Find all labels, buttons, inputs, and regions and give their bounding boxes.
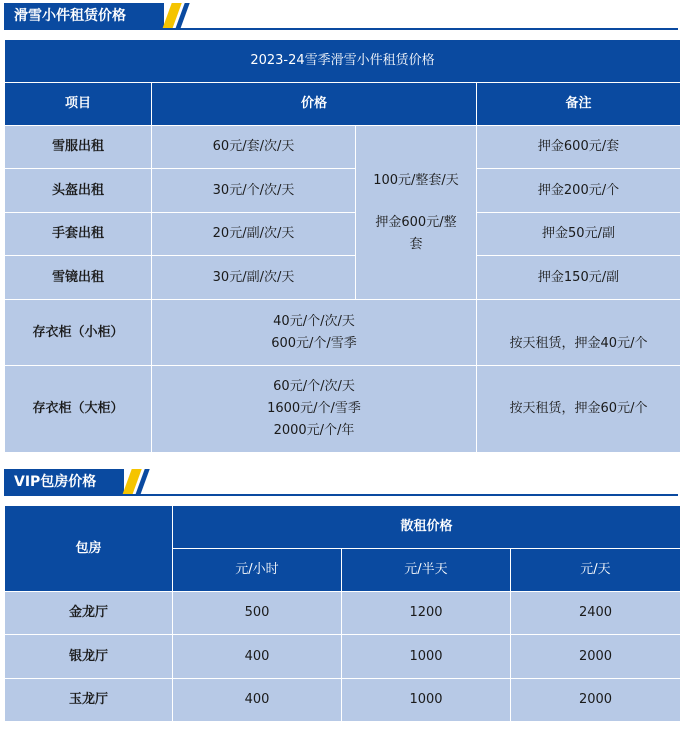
price-line: 600元/个/雪季	[271, 335, 357, 351]
table-row	[5, 592, 681, 635]
row-hour: 500	[173, 592, 342, 635]
row-room: 银龙厅	[5, 635, 173, 679]
section-header-rental	[4, 3, 678, 29]
row-room: 金龙厅	[5, 592, 173, 635]
table-row	[5, 679, 681, 722]
row-day: 2000	[511, 679, 681, 722]
header-item: 项目	[5, 83, 152, 126]
row-price: 60元/套/次/天	[152, 126, 356, 169]
row-halfday: 1200	[342, 592, 511, 635]
combo-line: 押金600元/整	[375, 214, 457, 230]
section-title-rental: 滑雪小件租赁价格	[4, 3, 164, 29]
header-group: 散租价格	[173, 506, 681, 549]
price-line: 2000元/个/年	[273, 423, 355, 438]
row-remark: 押金200元/个	[477, 169, 681, 213]
header-halfday: 元/半天	[342, 549, 511, 592]
row-remark: 押金600元/套	[477, 126, 681, 169]
row-item: 手套出租	[5, 213, 152, 256]
table-row	[5, 635, 681, 679]
header-room: 包房	[5, 506, 173, 592]
row-price: 30元/副/次/天	[152, 256, 356, 300]
table-row	[5, 213, 681, 256]
combo-price-cell	[356, 126, 477, 300]
price-line: 40元/个/次/天	[273, 313, 355, 329]
row-hour: 400	[173, 635, 342, 679]
locker-large-price	[152, 366, 477, 453]
locker-small-remark: 按天租赁，押金40元/个	[477, 300, 681, 366]
section-title-vip: VIP包房价格	[4, 469, 124, 495]
row-item: 雪服出租	[5, 126, 152, 169]
table-row	[5, 366, 681, 453]
table-row	[5, 126, 681, 169]
row-day: 2400	[511, 592, 681, 635]
row-remark: 押金50元/副	[477, 213, 681, 256]
locker-small-item: 存衣柜（小柜）	[5, 300, 152, 366]
vip-price-table	[4, 505, 681, 722]
row-hour: 400	[173, 679, 342, 722]
header-hour: 元/小时	[173, 549, 342, 592]
combo-line: 100元/整套/天	[373, 172, 459, 188]
table-title: 2023-24雪季滑雪小件租赁价格	[5, 40, 681, 83]
row-day: 2000	[511, 635, 681, 679]
row-price: 20元/副/次/天	[152, 213, 356, 256]
table-row	[5, 300, 681, 366]
locker-large-remark: 按天租赁，押金60元/个	[477, 366, 681, 453]
row-item: 雪镜出租	[5, 256, 152, 300]
rental-price-table	[4, 39, 681, 453]
table-row	[5, 169, 681, 213]
row-room: 玉龙厅	[5, 679, 173, 722]
header-underline	[4, 28, 678, 30]
locker-small-price	[152, 300, 477, 366]
header-price: 价格	[152, 83, 477, 126]
price-line: 1600元/个/雪季	[267, 401, 361, 416]
row-halfday: 1000	[342, 679, 511, 722]
row-remark: 押金150元/副	[477, 256, 681, 300]
table-row	[5, 256, 681, 300]
row-price: 30元/个/次/天	[152, 169, 356, 213]
price-line: 60元/个/次/天	[273, 379, 355, 394]
locker-large-item: 存衣柜（大柜）	[5, 366, 152, 453]
row-halfday: 1000	[342, 635, 511, 679]
header-day: 元/天	[511, 549, 681, 592]
combo-line: 套	[409, 236, 423, 252]
header-underline	[4, 494, 678, 496]
row-item: 头盔出租	[5, 169, 152, 213]
header-remark: 备注	[477, 83, 681, 126]
section-header-vip	[4, 469, 678, 495]
